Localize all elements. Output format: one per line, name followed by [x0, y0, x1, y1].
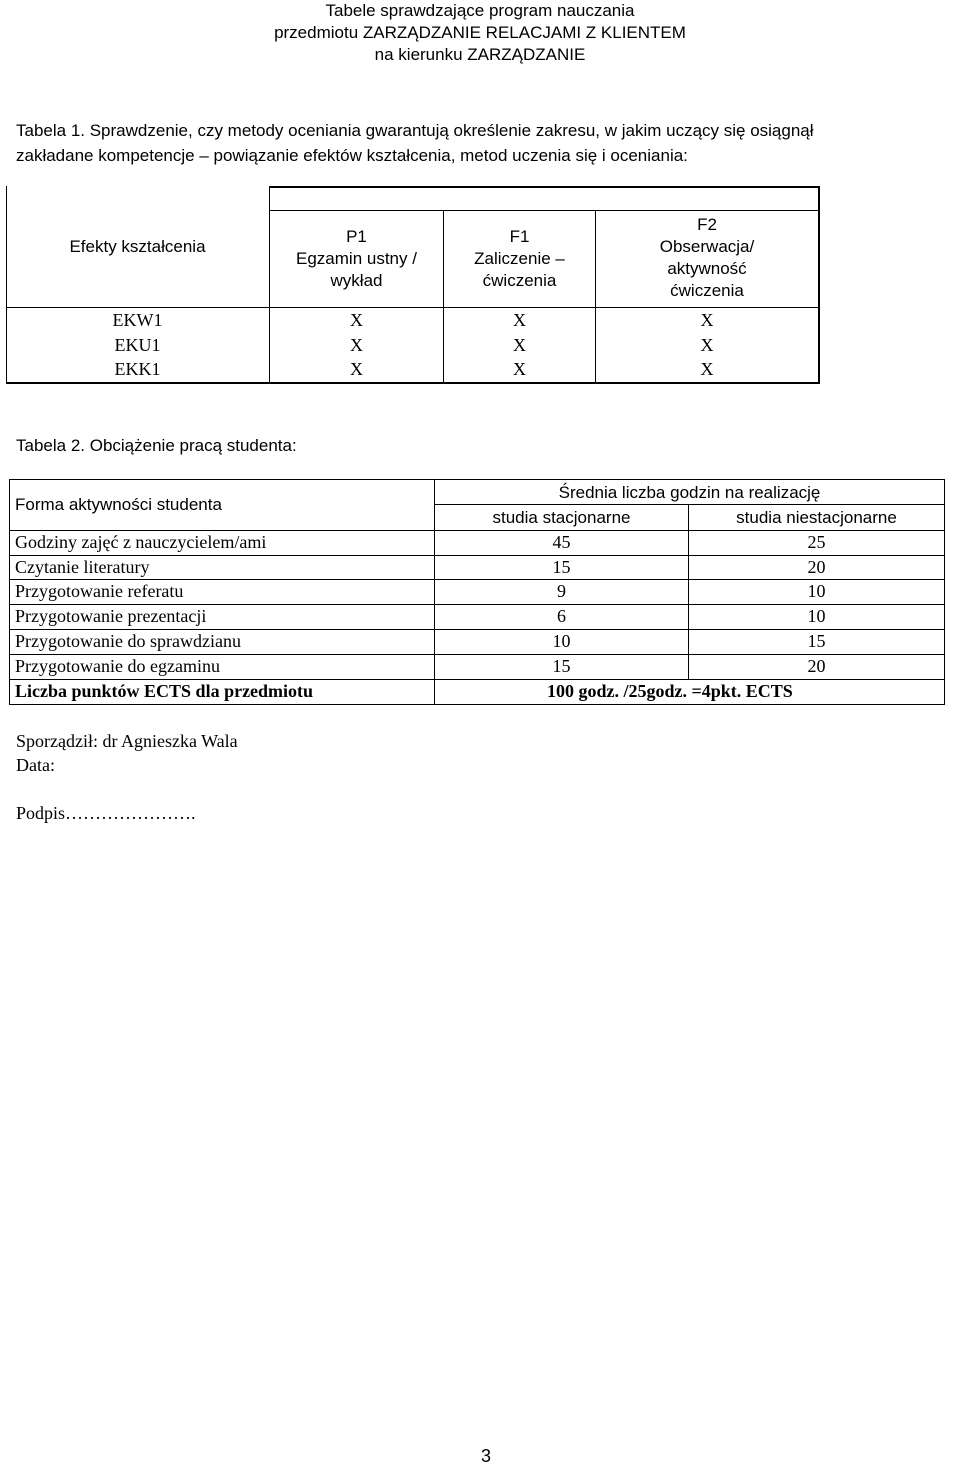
table2-cell: 10	[552, 631, 571, 651]
table1-header-f2: F2 Obserwacja/ aktywność ćwiczenia	[659, 215, 755, 300]
author-line: Sporządził: dr Agnieszka Wala	[16, 731, 238, 751]
table2-cell: 10	[807, 606, 826, 626]
table-row: Czytanie literatury	[15, 557, 150, 577]
document-title	[0, 0, 960, 66]
table1-header-effects: Efekty kształcenia	[69, 237, 206, 256]
table2-cell: 20	[807, 557, 826, 577]
table1-cell: X	[513, 310, 526, 330]
table2-header-activity: Forma aktywności studenta	[15, 495, 222, 514]
table1-cell: X	[513, 335, 526, 355]
table2-cell: 10	[807, 581, 826, 601]
table2-header-group: Średnia liczba godzin na realizację	[558, 483, 821, 502]
table1-cell: X	[700, 359, 714, 379]
table2-cell: 15	[807, 631, 826, 651]
table1-caption	[16, 118, 960, 168]
table1-cell: X	[350, 359, 363, 379]
table-row: Przygotowanie referatu	[15, 581, 184, 601]
ects-value: 100 godz. /25godz. =4pkt. ECTS	[547, 681, 793, 701]
table2-cell: 15	[552, 656, 571, 676]
table1-cell: X	[350, 335, 363, 355]
page-number: 3	[480, 1446, 491, 1466]
table-row: EKW1	[112, 310, 163, 330]
table2	[9, 479, 945, 705]
table1-caption-line-1: Tabela 1. Sprawdzenie, czy metody oceniania gwarantują określenie zakresu, w jakim uczący się osiągnął	[16, 121, 814, 140]
date-line: Data:	[16, 755, 55, 775]
table2-cell: 20	[807, 656, 826, 676]
table2-header-extramural: studia niestacjonarne	[736, 508, 897, 527]
table-row: Przygotowanie prezentacji	[15, 606, 207, 626]
table1-cell: X	[350, 310, 363, 330]
table-row: Godziny zajęć z nauczycielem/ami	[15, 532, 267, 552]
table1-caption-line-2: zakładane kompetencje – powiązanie efektów kształcenia, metod uczenia się i oceniania:	[16, 146, 688, 165]
table2-cell: 45	[552, 532, 571, 552]
signature-line: Podpis………………….	[16, 803, 196, 823]
table1	[6, 186, 820, 384]
table1-cell: X	[513, 359, 526, 379]
table2-cell: 15	[552, 557, 571, 577]
title-line-1: Tabele sprawdzające program nauczania	[325, 1, 635, 20]
table-row: EKU1	[114, 335, 161, 355]
table2-cell: 25	[807, 532, 826, 552]
table2-caption: Tabela 2. Obciążenie pracą studenta:	[16, 436, 297, 455]
ects-label: Liczba punktów ECTS dla przedmiotu	[15, 681, 314, 701]
title-line-2: przedmiotu ZARZĄDZANIE RELACJAMI Z KLIENTEM	[274, 23, 686, 42]
table-row: EKK1	[114, 359, 161, 379]
title-line-3: na kierunku ZARZĄDZANIE	[374, 45, 586, 64]
table1-header-f1: F1 Zaliczenie – ćwiczenia	[474, 227, 565, 290]
table2-cell: 9	[557, 581, 566, 601]
table2-cell: 6	[557, 606, 566, 626]
table1-header-p1: P1 Egzamin ustny / wykład	[296, 227, 417, 290]
table2-header-stationary: studia stacjonarne	[492, 508, 631, 527]
table1-cell: X	[700, 335, 714, 355]
table-row: Przygotowanie do egzaminu	[15, 656, 220, 676]
table-row: Przygotowanie do sprawdzianu	[15, 631, 241, 651]
table1-cell: X	[700, 310, 714, 330]
